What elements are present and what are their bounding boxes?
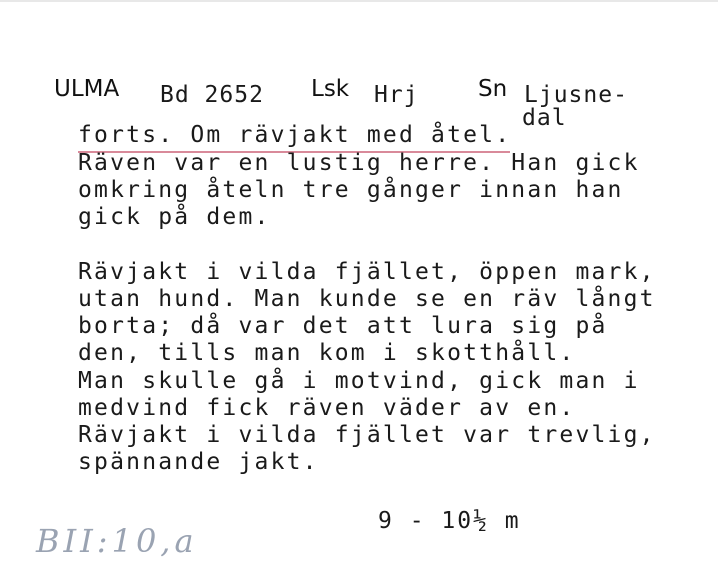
body-line-7: borta; då var det att lura sig på bbox=[78, 313, 608, 339]
body-line-2: Räven var en lustig herre. Han gick bbox=[78, 150, 640, 176]
body-line-10: medvind fick räven väder av en. bbox=[78, 395, 576, 421]
body-line-9: Man skulle gå i motvind, gick man i bbox=[78, 368, 640, 394]
body-line-12: spännande jakt. bbox=[78, 449, 319, 475]
card-top-edge bbox=[0, 0, 718, 2]
body-line-8: den, tills man kom i skotthåll. bbox=[78, 340, 576, 366]
body-line-6: utan hund. Man kunde se en räv långt bbox=[78, 286, 656, 312]
header-hrj: Hrj bbox=[374, 82, 419, 108]
range-value: 9 - 10½ m bbox=[378, 508, 521, 534]
header-bd-number: Bd 2652 bbox=[160, 82, 264, 108]
handwritten-code: BII:10,a bbox=[36, 522, 198, 560]
body-line-1: forts. Om rävjakt med åtel. bbox=[78, 122, 512, 148]
body-line-3: omkring åteln tre gånger innan han bbox=[78, 177, 624, 203]
body-line-4: gick på dem. bbox=[78, 204, 271, 230]
body-line-5: Rävjakt i vilda fjället, öppen mark, bbox=[78, 259, 656, 285]
header-place-bottom: dal bbox=[522, 105, 567, 131]
header-ulma: ULMA bbox=[54, 76, 120, 102]
header-place-top: Ljusne- bbox=[524, 82, 628, 108]
body-line-11: Rävjakt i vilda fjället var trevlig, bbox=[78, 422, 656, 448]
header-lsk: Lsk bbox=[311, 76, 350, 102]
header-sn: Sn bbox=[478, 76, 508, 102]
